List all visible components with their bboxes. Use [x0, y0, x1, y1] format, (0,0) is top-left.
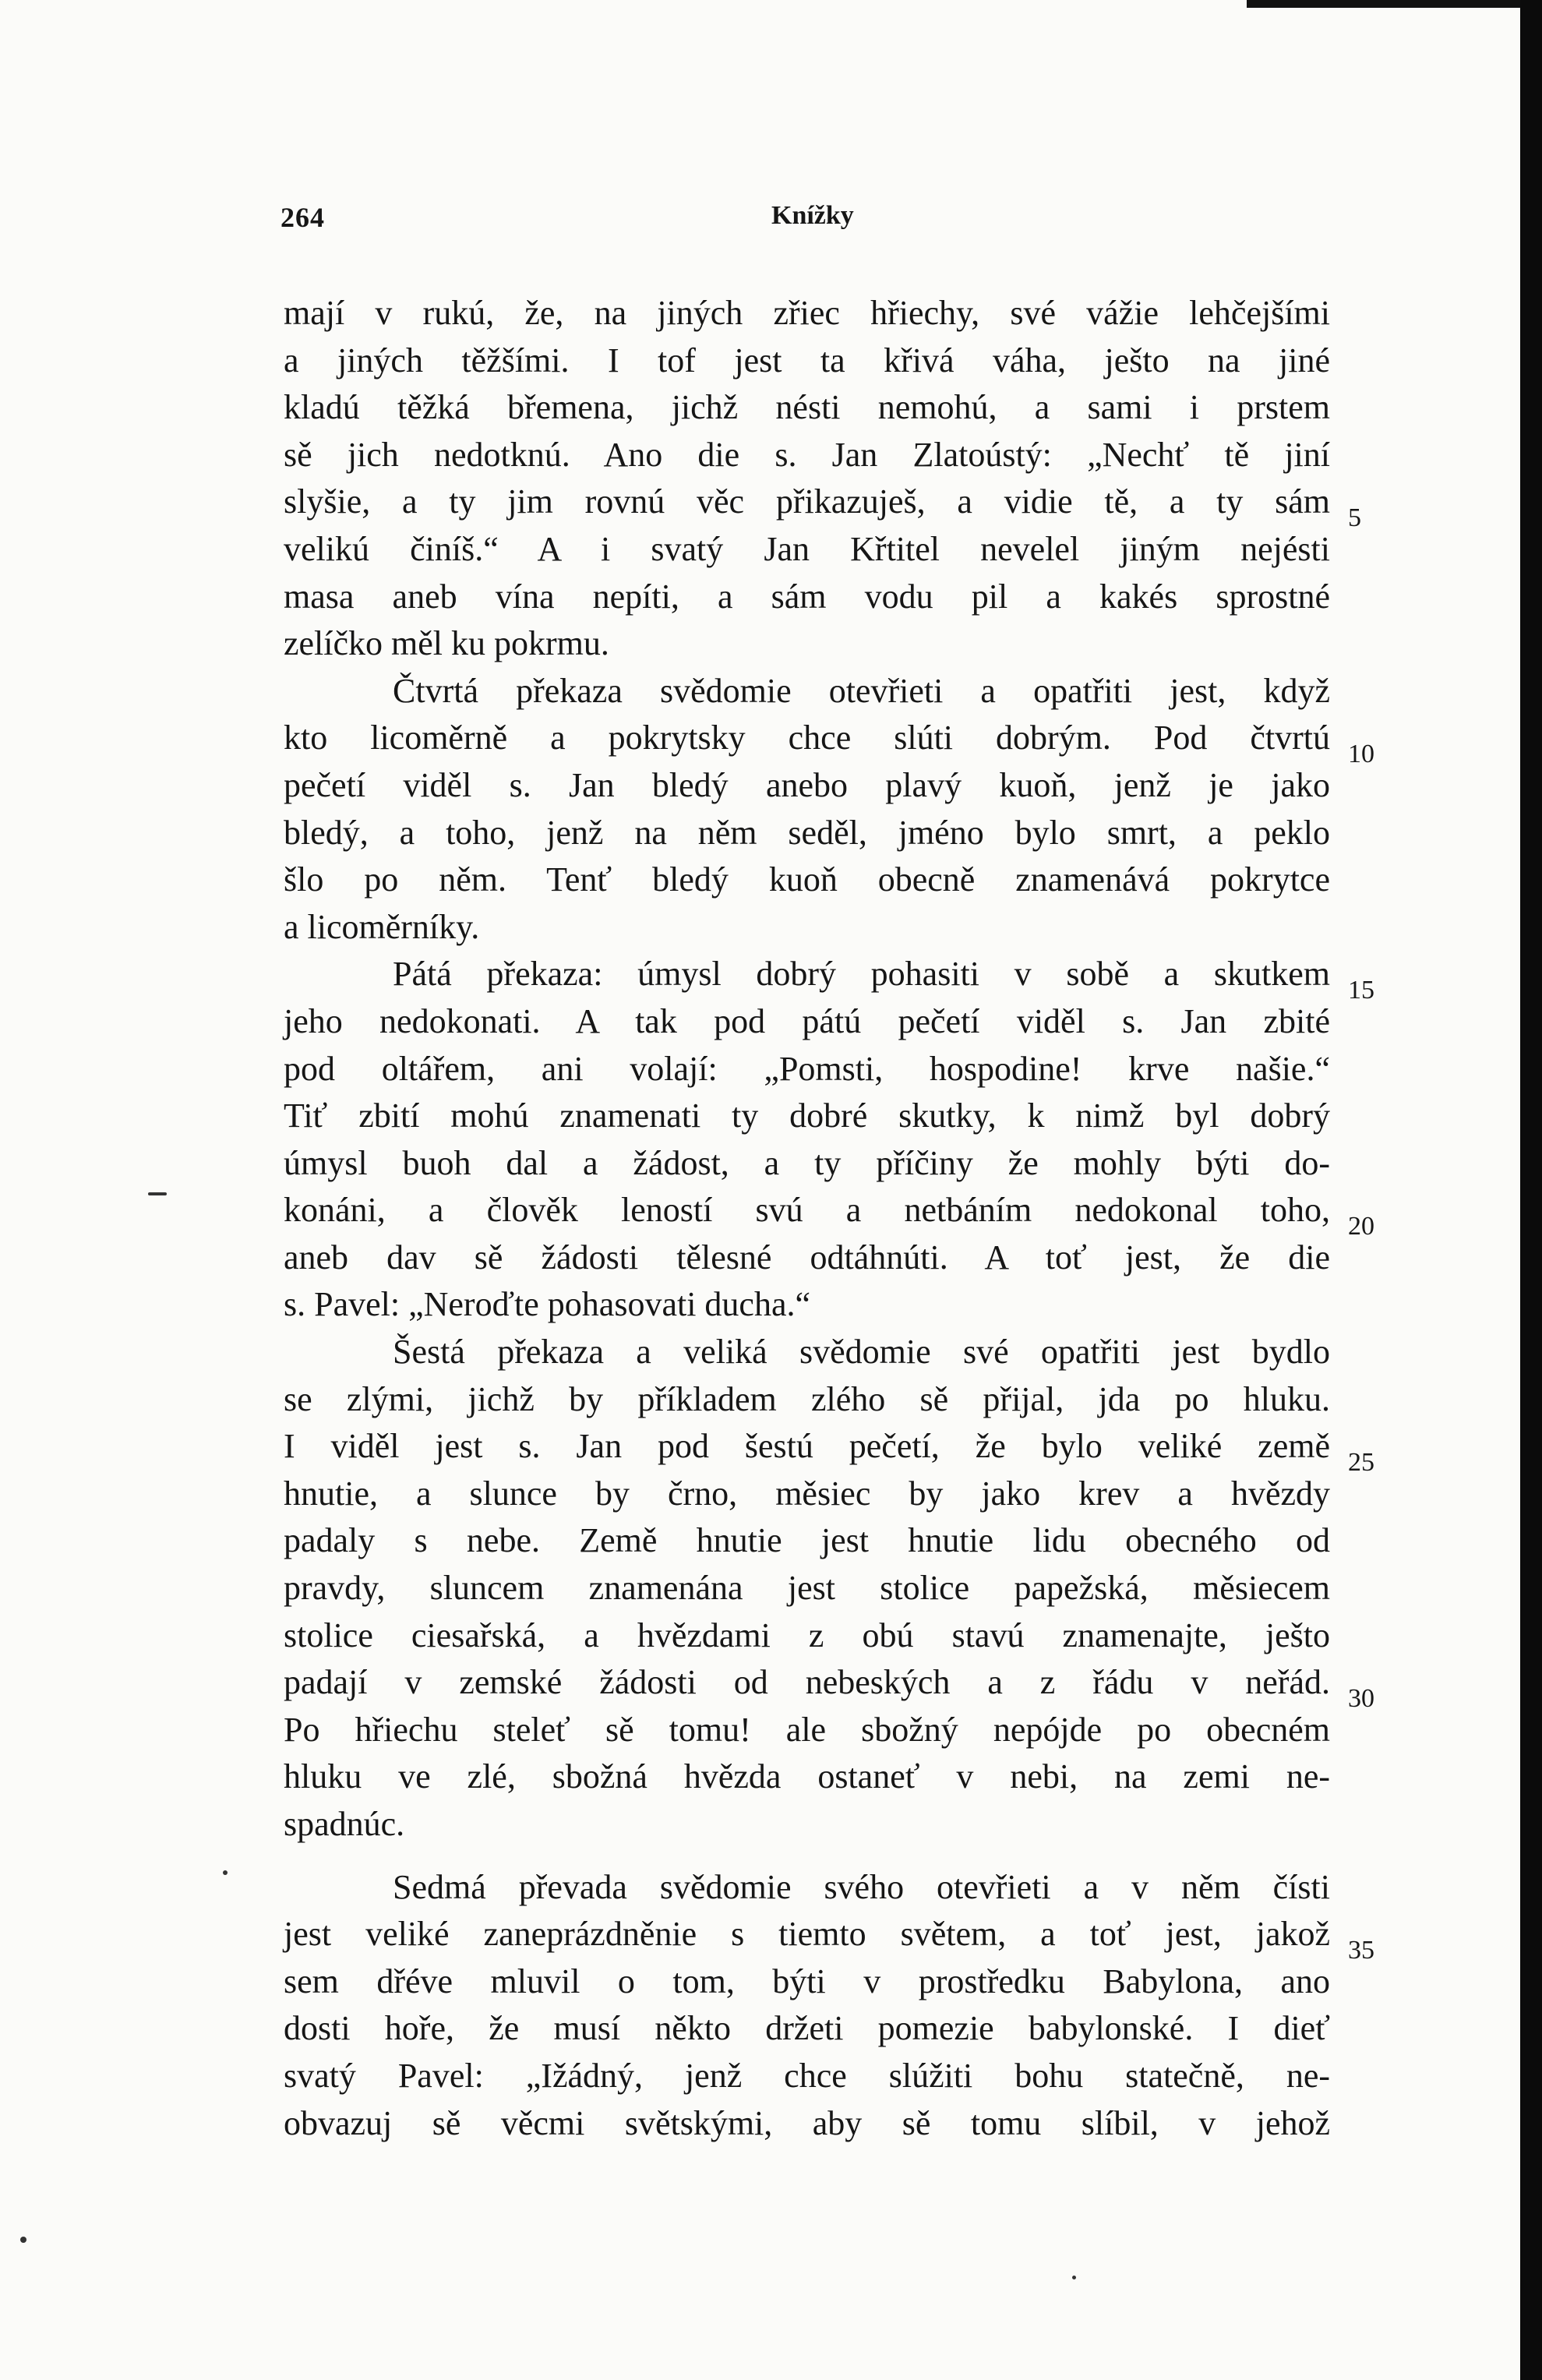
text-line: hluku ve zlé, sbožná hvězda ostaneť v nebi, na zemi ne- [284, 1757, 1330, 1796]
text-line: Čtvrtá překaza svědomie otevřieti a opatřiti jest, když [393, 671, 1330, 710]
text-line: jeho nedokonati. A tak pod pátú pečetí viděl s. Jan zbité [284, 1001, 1330, 1040]
text-line: a licoměrníky. [284, 907, 480, 946]
text-line: pod oltářem, ani volají: „Pomsti, hospodine! krve našie.“ [284, 1049, 1330, 1088]
text-line: sem dřéve mluvil o tom, býti v prostředku Babylona, ano [284, 1962, 1330, 2000]
text-line: mají v rukú, že, na jiných zřiec hřiechy, své vážie lehčejšími [284, 294, 1330, 332]
text-line: Sedmá převada svědomie svého otevřieti a v něm čísti [393, 1867, 1330, 1906]
text-line: šlo po něm. Tenť bledý kuoň obecně znamenává pokrytce [284, 860, 1330, 899]
text-line: obvazuj sě věcmi světskými, aby sě tomu slíbil, v jehož [284, 2103, 1330, 2142]
scan-speck [148, 1192, 167, 1195]
page-number: 264 [281, 202, 325, 233]
text-line: masa aneb vína nepíti, a sám vodu pil a kakés sprostné [284, 577, 1330, 616]
text-line: a jiných těžšími. I tof jest ta křivá váha, ješto na jiné [284, 341, 1330, 380]
text-line: s. Pavel: „Neroďte pohasovati ducha.“ [284, 1285, 811, 1324]
text-line: aneb dav sě žádosti tělesné odtáhnúti. A toť jest, že die [284, 1238, 1330, 1277]
text-line: Po hřiechu steleť sě tomu! ale sbožný nepójde po obecném [284, 1710, 1330, 1749]
line-number: 25 [1348, 1448, 1374, 1477]
scan-speck [1072, 2276, 1076, 2279]
text-line: velikú činíš.“ A i svatý Jan Křtitel nevelel jiným nejésti [284, 529, 1330, 568]
scan-edge-top [1247, 0, 1542, 8]
line-number: 30 [1348, 1684, 1374, 1713]
text-line: Tiť zbití mohú znamenati ty dobré skutky, k nimž byl dobrý [284, 1096, 1330, 1135]
text-line: padaly s nebe. Země hnutie jest hnutie lidu obecného od [284, 1521, 1330, 1560]
text-line: pravdy, sluncem znamenána jest stolice papežská, měsiecem [284, 1569, 1330, 1608]
running-title: Knížky [771, 201, 854, 230]
text-line: kladú těžká břemena, jichž nésti nemohú, a sami i prstem [284, 388, 1330, 427]
text-line: spadnúc. [284, 1805, 405, 1843]
scan-speck [20, 2237, 26, 2243]
text-line: hnutie, a slunce by črno, měsiec by jako krev a hvězdy [284, 1474, 1330, 1513]
text-line: I viděl jest s. Jan pod šestú pečetí, že bylo veliké země [284, 1427, 1330, 1466]
scan-edge-right [1520, 0, 1542, 2380]
body-text [284, 290, 1330, 2147]
text-line: padají v zemské žádosti od nebeských a z řádu v neřád. [284, 1663, 1330, 1702]
line-number: 5 [1348, 503, 1361, 532]
text-line: svatý Pavel: „Ižádný, jenž chce slúžiti bohu statečně, ne- [284, 2056, 1330, 2095]
scan-speck [223, 1870, 228, 1875]
text-line: kto licoměrně a pokrytsky chce slúti dobrým. Pod čtvrtú [284, 719, 1330, 757]
text-line: jest veliké zaneprázdněnie s tiemto světem, a toť jest, jakož [284, 1915, 1330, 1954]
text-line: konáni, a člověk leností svú a netbáním nedokonal toho, [284, 1191, 1330, 1230]
text-line: dosti hoře, že musí někto držeti pomezie babylonské. I dieť [284, 2009, 1330, 2048]
text-line: bledý, a toho, jenž na něm seděl, jméno bylo smrt, a peklo [284, 813, 1330, 852]
line-number: 10 [1348, 740, 1374, 768]
text-line: slyšie, a ty jim rovnú věc přikazuješ, a vidie tě, a ty sám [284, 482, 1330, 521]
line-number: 20 [1348, 1212, 1374, 1241]
text-line: zelíčko měl ku pokrmu. [284, 624, 609, 663]
text-line: se zlými, jichž by příkladem zlého sě přijal, jda po hluku. [284, 1379, 1330, 1418]
text-line: Šestá překaza a veliká svědomie své opatřiti jest bydlo [393, 1333, 1330, 1372]
text-line: Pátá překaza: úmysl dobrý pohasiti v sobě a skutkem [393, 955, 1330, 994]
text-line: sě jich nedotknú. Ano die s. Jan Zlatoústý: „Nechť tě jiní [284, 435, 1330, 474]
text-line: pečetí viděl s. Jan bledý anebo plavý kuoň, jenž je jako [284, 765, 1330, 804]
line-number: 35 [1348, 1936, 1374, 1965]
line-number: 15 [1348, 976, 1374, 1005]
text-line: stolice ciesařská, a hvězdami z obú stavú znamenajte, ješto [284, 1616, 1330, 1654]
text-line: úmysl buoh dal a žádost, a ty příčiny že mohly býti do- [284, 1143, 1330, 1182]
